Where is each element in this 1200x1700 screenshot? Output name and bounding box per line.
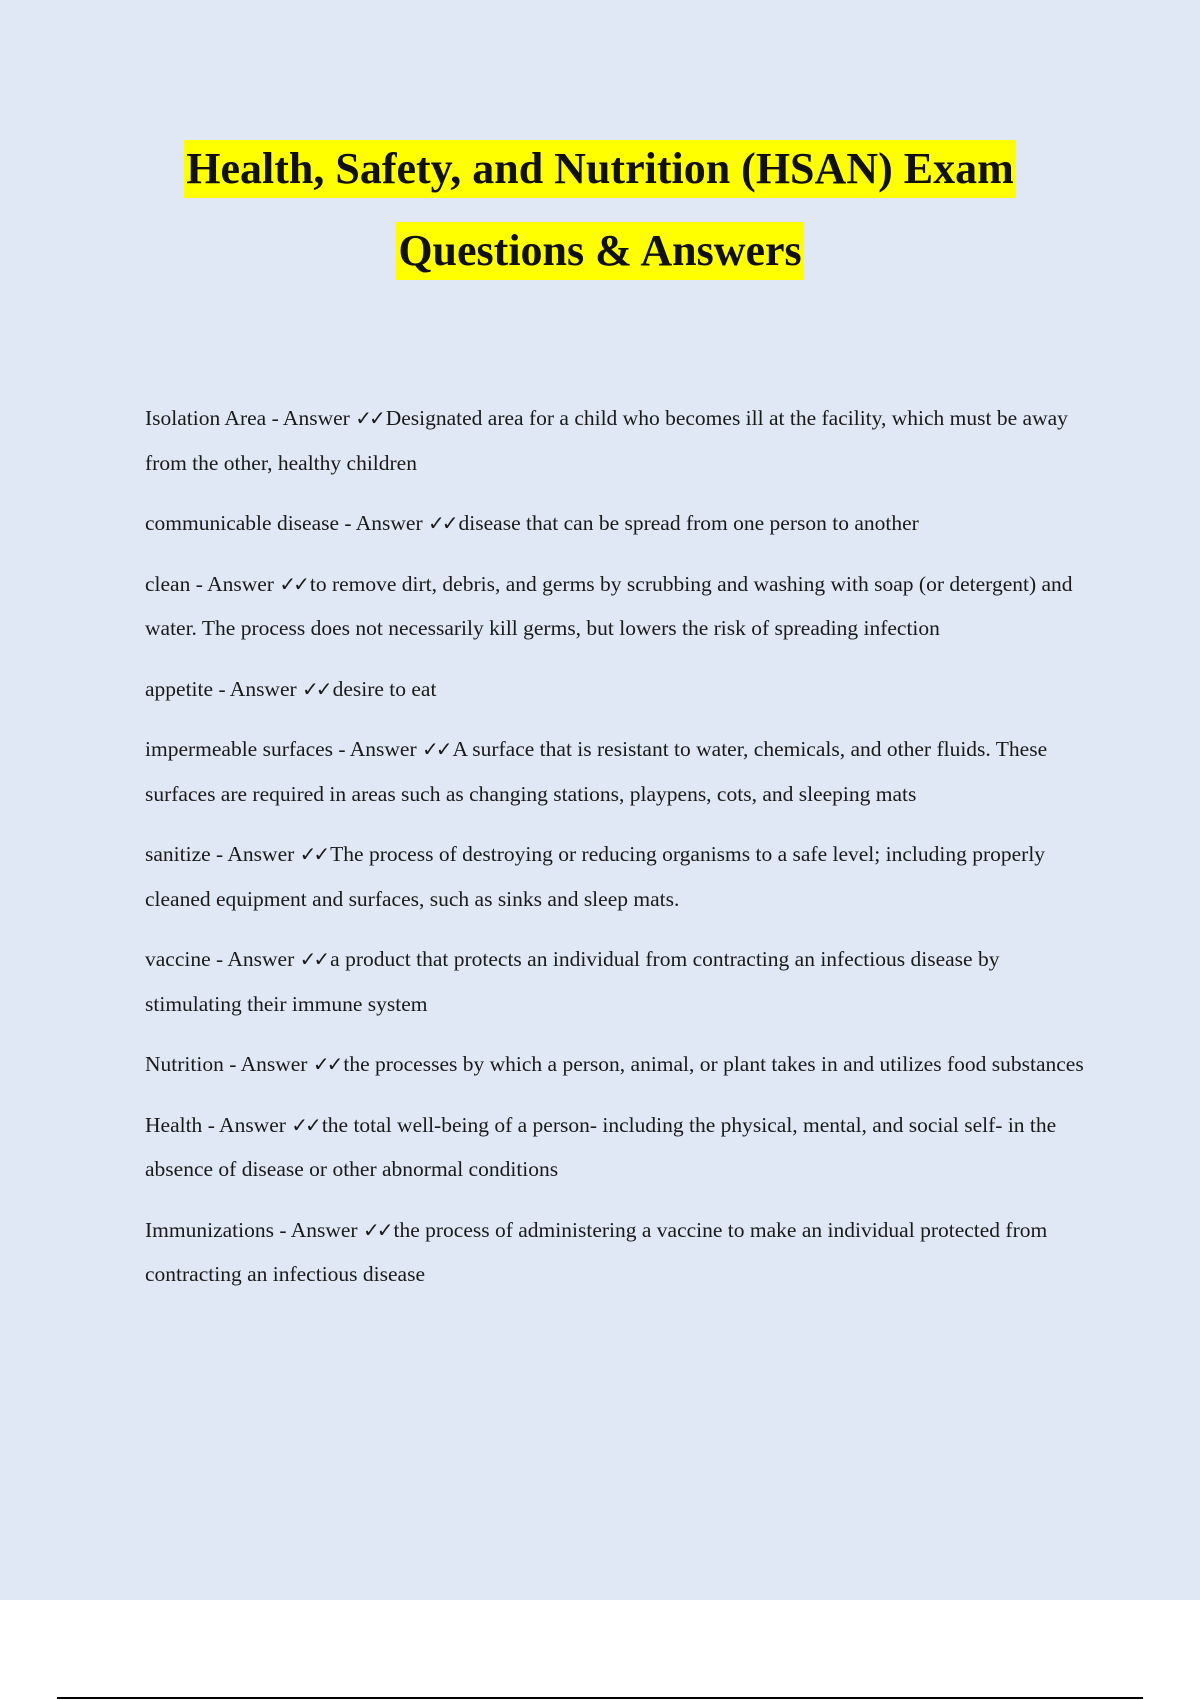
double-check-icon: ✓✓ <box>302 676 330 701</box>
entry-definition: to remove dirt, debris, and germs by scrubbing and washing with soap (or detergent) and water. The process does not necessarily kill germs, but lowers the risk of spreading infection <box>145 571 1073 640</box>
entry-definition: desire to eat <box>332 676 437 701</box>
entry-definition: a product that protects an individual from contracting an infectious disease by stimulating their immune system <box>145 947 1000 1016</box>
entry-definition: the total well-being of a person- including the physical, mental, and social self- in the absence of disease or other abnormal conditions <box>145 1112 1057 1181</box>
qa-entry <box>145 1208 1085 1297</box>
entry-definition: disease that can be spread from one person to another <box>458 511 919 535</box>
double-check-icon: ✓✓ <box>299 947 328 971</box>
entry-term: vaccine <box>145 947 211 971</box>
double-check-icon: ✓✓ <box>362 1217 391 1242</box>
entry-definition: Designated area for a child who becomes ill at the facility, which must be away from the other, healthy children <box>145 406 1068 475</box>
entry-definition: A surface that is resistant to water, chemicals, and other fluids. These surfaces are required in areas such as changing stations, playpens, cots, and sleeping mats <box>145 737 1048 806</box>
answer-separator: - Answer <box>190 571 280 596</box>
entry-term: clean <box>145 571 191 596</box>
entry-term: Isolation Area <box>145 406 267 430</box>
qa-entry <box>145 937 1085 1026</box>
answer-separator: - Answer <box>339 511 429 535</box>
entry-term: sanitize <box>145 842 211 866</box>
answer-separator: - Answer <box>210 842 300 866</box>
entry-term: Immunizations <box>145 1217 274 1242</box>
qa-entry <box>145 396 1085 485</box>
entry-definition: The process of destroying or reducing organisms to a safe level; including properly cleaned equipment and surfaces, such as sinks and sleep mats. <box>145 842 1046 911</box>
qa-entry <box>145 1042 1085 1087</box>
double-check-icon: ✓✓ <box>428 511 456 535</box>
qa-entry <box>145 727 1085 816</box>
answer-separator: - Answer <box>202 1112 292 1137</box>
double-check-icon: ✓✓ <box>422 737 450 761</box>
entry-definition: the process of administering a vaccine to make an individual protected from contracting an infectious disease <box>145 1217 1048 1286</box>
entry-term: appetite <box>145 676 214 701</box>
qa-entry <box>145 667 1085 712</box>
double-check-icon: ✓✓ <box>291 1112 319 1137</box>
entry-term: communicable disease <box>145 511 340 535</box>
entry-term: Health <box>145 1112 203 1137</box>
document-title <box>0 140 1200 280</box>
answer-separator: - Answer <box>210 947 300 971</box>
footer-divider <box>57 1697 1143 1699</box>
answer-separator: - Answer <box>333 737 423 761</box>
answer-separator: - Answer <box>223 1052 313 1076</box>
double-check-icon: ✓✓ <box>312 1052 341 1076</box>
qa-entry <box>145 832 1085 921</box>
entry-term: Nutrition <box>145 1052 224 1076</box>
title-line-2: Questions & Answers <box>396 222 803 280</box>
entry-definition: the processes by which a person, animal, or plant takes in and utilizes food substances <box>343 1052 1084 1076</box>
double-check-icon: ✓✓ <box>299 842 328 866</box>
double-check-icon: ✓✓ <box>355 406 383 430</box>
answer-separator: - Answer <box>213 676 303 701</box>
qa-list <box>145 396 1085 1313</box>
qa-entry <box>145 501 1085 546</box>
answer-separator: - Answer <box>266 406 356 430</box>
qa-entry <box>145 562 1085 651</box>
double-check-icon: ✓✓ <box>279 571 307 596</box>
title-line-1: Health, Safety, and Nutrition (HSAN) Exam <box>184 140 1015 198</box>
qa-entry <box>145 1103 1085 1192</box>
answer-separator: - Answer <box>273 1217 363 1242</box>
entry-term: impermeable surfaces <box>145 737 334 761</box>
